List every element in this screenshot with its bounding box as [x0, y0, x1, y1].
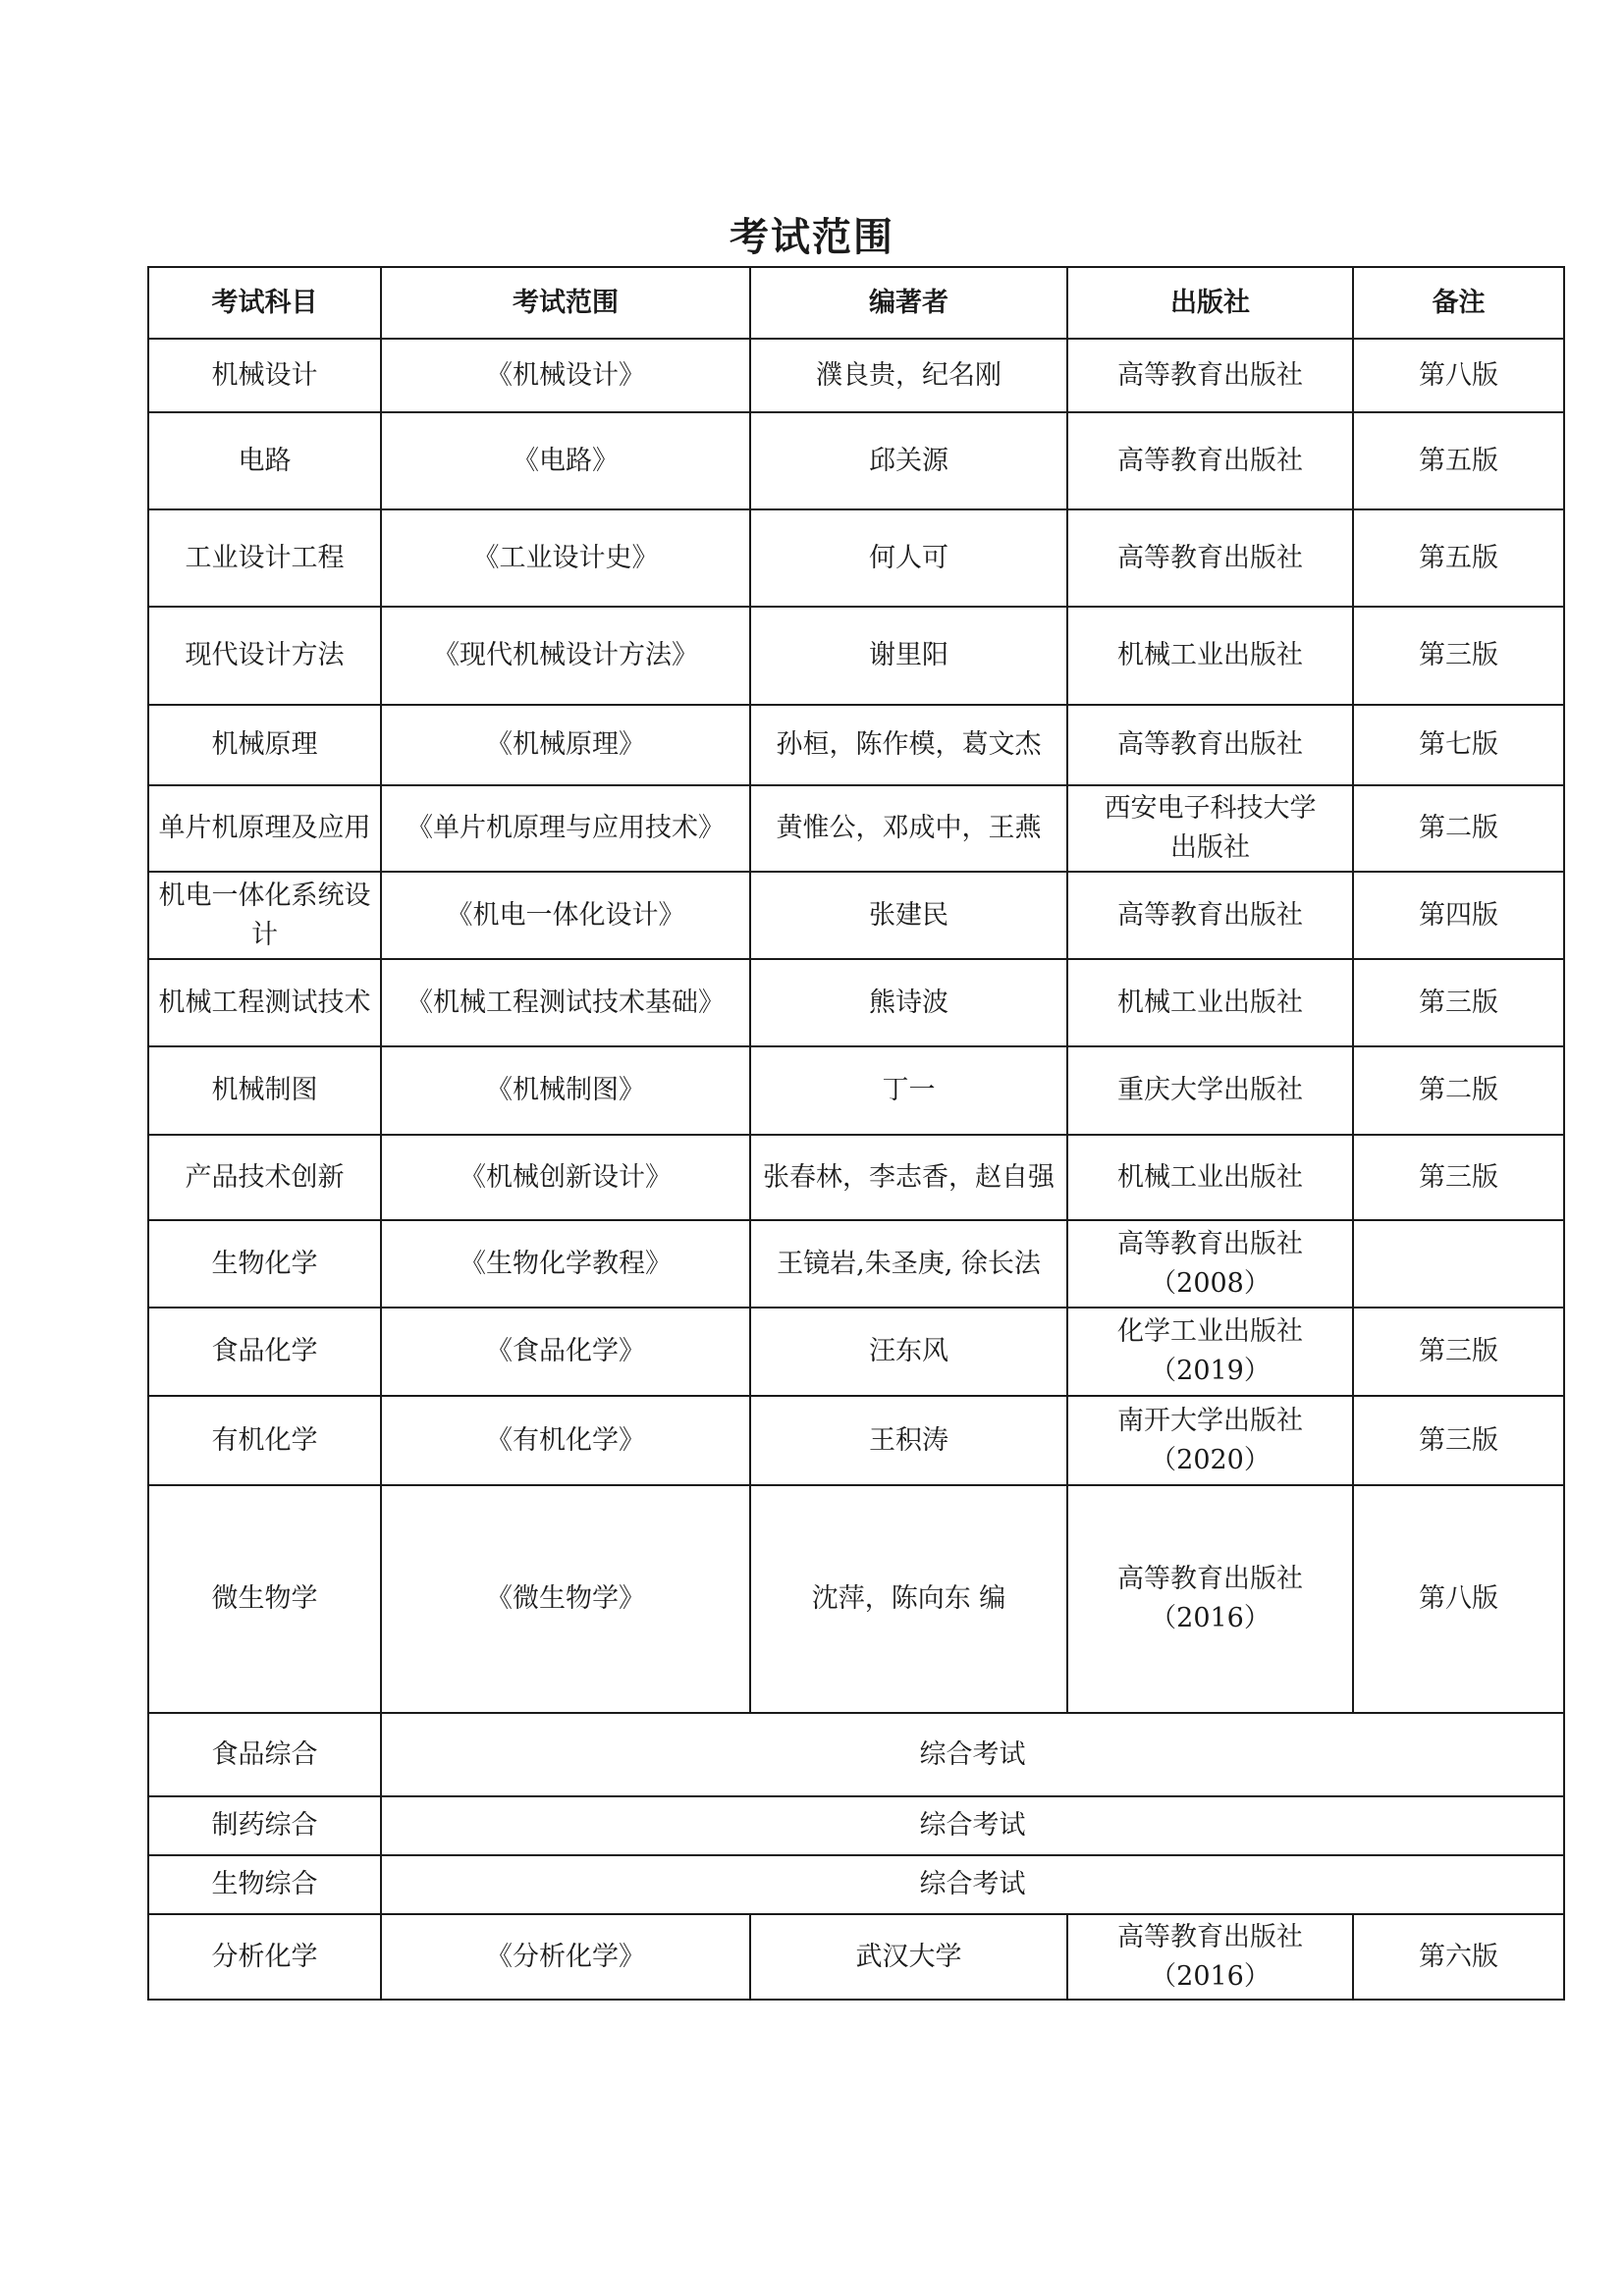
table-row [148, 1396, 1564, 1485]
publisher-cell [1067, 705, 1353, 785]
publisher-line: 重庆大学出版社 [1117, 1075, 1303, 1105]
author-cell: 何人可 [750, 509, 1067, 607]
publisher-cell [1067, 412, 1353, 509]
subject-cell: 现代设计方法 [148, 607, 381, 705]
subject-cell: 电路 [148, 412, 381, 509]
subject-cell: 微生物学 [148, 1485, 381, 1713]
note-cell: 第二版 [1353, 1046, 1564, 1135]
subject-cell: 机械原理 [148, 705, 381, 785]
subject-cell: 制药综合 [148, 1796, 381, 1855]
scope-cell: 《有机化学》 [381, 1396, 750, 1485]
scope-cell: 《机械原理》 [381, 705, 750, 785]
merged-content-cell: 综合考试 [381, 1796, 1564, 1855]
publisher-line: 高等教育出版社 [1117, 1228, 1303, 1259]
publisher-cell [1067, 1396, 1353, 1485]
table-row [148, 412, 1564, 509]
author-cell: 黄惟公，邓成中，王燕 [750, 785, 1067, 872]
note-cell: 第六版 [1353, 1914, 1564, 2000]
subject-cell: 食品化学 [148, 1308, 381, 1396]
table-row [148, 785, 1564, 872]
publisher-cell [1067, 1485, 1353, 1713]
subject-cell: 生物化学 [148, 1220, 381, 1308]
author-cell: 邱关源 [750, 412, 1067, 509]
subject-cell: 单片机原理及应用 [148, 785, 381, 872]
publisher-line: 西安电子科技大学 [1104, 793, 1317, 824]
scope-cell: 《微生物学》 [381, 1485, 750, 1713]
author-cell: 武汉大学 [750, 1914, 1067, 2000]
publisher-cell [1067, 1135, 1353, 1220]
note-cell: 第二版 [1353, 785, 1564, 872]
publisher-line: （2008） [1150, 1267, 1271, 1299]
subject-cell: 产品技术创新 [148, 1135, 381, 1220]
author-cell: 王镜岩,朱圣庚, 徐长法 [750, 1220, 1067, 1308]
scope-cell: 《机械工程测试技术基础》 [381, 959, 750, 1046]
publisher-line: （2020） [1150, 1444, 1271, 1475]
subject-cell: 有机化学 [148, 1396, 381, 1485]
publisher-cell [1067, 959, 1353, 1046]
note-cell: 第五版 [1353, 412, 1564, 509]
table-row [148, 959, 1564, 1046]
publisher-cell [1067, 1914, 1353, 2000]
publisher-cell [1067, 1220, 1353, 1308]
publisher-line: 出版社 [1170, 832, 1250, 863]
author-cell: 沈萍，陈向东 编 [750, 1485, 1067, 1713]
subject-cell: 机械制图 [148, 1046, 381, 1135]
subject-cell: 生物综合 [148, 1855, 381, 1914]
header-publisher: 出版社 [1067, 267, 1353, 339]
table-row [148, 1220, 1564, 1308]
table-row [148, 607, 1564, 705]
publisher-line: 高等教育出版社 [1117, 1921, 1303, 1952]
table-row [148, 872, 1564, 959]
author-cell: 孙桓，陈作模，葛文杰 [750, 705, 1067, 785]
author-cell: 张春林，李志香，赵自强 [750, 1135, 1067, 1220]
scope-cell: 《机械制图》 [381, 1046, 750, 1135]
scope-cell: 《生物化学教程》 [381, 1220, 750, 1308]
note-cell: 第三版 [1353, 607, 1564, 705]
table-row [148, 339, 1564, 412]
table-row [148, 705, 1564, 785]
note-cell: 第三版 [1353, 1396, 1564, 1485]
table-row [148, 1308, 1564, 1396]
scope-cell: 《机电一体化设计》 [381, 872, 750, 959]
note-cell: 第五版 [1353, 509, 1564, 607]
publisher-line: 高等教育出版社 [1117, 729, 1303, 760]
table-row [148, 1046, 1564, 1135]
subject-cell: 食品综合 [148, 1713, 381, 1796]
note-cell: 第八版 [1353, 1485, 1564, 1713]
publisher-line: 高等教育出版社 [1117, 359, 1303, 391]
exam-scope-table [147, 266, 1565, 2001]
note-cell: 第三版 [1353, 1135, 1564, 1220]
publisher-cell [1067, 509, 1353, 607]
author-cell: 汪东风 [750, 1308, 1067, 1396]
scope-cell: 《电路》 [381, 412, 750, 509]
merged-content-cell: 综合考试 [381, 1713, 1564, 1796]
note-cell: 第三版 [1353, 959, 1564, 1046]
scope-cell: 《机械创新设计》 [381, 1135, 750, 1220]
note-cell: 第三版 [1353, 1308, 1564, 1396]
header-author: 编著者 [750, 267, 1067, 339]
subject-cell: 机械工程测试技术 [148, 959, 381, 1046]
publisher-cell [1067, 785, 1353, 872]
note-cell: 第四版 [1353, 872, 1564, 959]
publisher-line: （2019） [1150, 1356, 1271, 1386]
publisher-cell [1067, 872, 1353, 959]
scope-cell: 《机械设计》 [381, 339, 750, 412]
scope-cell: 《单片机原理与应用技术》 [381, 785, 750, 872]
table-header-row [148, 267, 1564, 339]
header-note: 备注 [1353, 267, 1564, 339]
scope-cell: 《现代机械设计方法》 [381, 607, 750, 705]
author-cell: 丁一 [750, 1046, 1067, 1135]
page-title: 考试范围 [730, 215, 894, 260]
publisher-cell [1067, 339, 1353, 412]
subject-cell: 机械设计 [148, 339, 381, 412]
publisher-line: 化学工业出版社 [1117, 1316, 1303, 1347]
table-row [148, 1135, 1564, 1220]
publisher-cell [1067, 607, 1353, 705]
subject-cell: 分析化学 [148, 1914, 381, 2000]
publisher-line: 南开大学出版社 [1117, 1405, 1303, 1436]
table-row [148, 1485, 1564, 1713]
scope-cell: 《工业设计史》 [381, 509, 750, 607]
publisher-line: 高等教育出版社 [1117, 899, 1303, 931]
table-row [148, 1914, 1564, 2000]
publisher-line: 高等教育出版社 [1117, 445, 1303, 476]
subject-cell: 机电一体化系统设计 [148, 872, 381, 959]
publisher-line: 机械工业出版社 [1117, 987, 1303, 1018]
author-cell: 熊诗波 [750, 959, 1067, 1046]
scope-cell: 《食品化学》 [381, 1308, 750, 1396]
table-row-merged [148, 1713, 1564, 1796]
author-cell: 张建民 [750, 872, 1067, 959]
table-row-merged [148, 1796, 1564, 1855]
table-row-merged [148, 1855, 1564, 1914]
subject-cell: 工业设计工程 [148, 509, 381, 607]
publisher-cell [1067, 1308, 1353, 1396]
author-cell: 王积涛 [750, 1396, 1067, 1485]
header-scope: 考试范围 [381, 267, 750, 339]
author-cell: 濮良贵，纪名刚 [750, 339, 1067, 412]
note-cell [1353, 1220, 1564, 1308]
header-subject: 考试科目 [148, 267, 381, 339]
merged-content-cell: 综合考试 [381, 1855, 1564, 1914]
publisher-line: （2016） [1150, 1603, 1271, 1633]
publisher-line: 机械工业出版社 [1117, 640, 1303, 670]
publisher-line: 机械工业出版社 [1117, 1161, 1303, 1193]
publisher-cell [1067, 1046, 1353, 1135]
note-cell: 第八版 [1353, 339, 1564, 412]
publisher-line: （2016） [1150, 1960, 1271, 1992]
publisher-line: 高等教育出版社 [1117, 542, 1303, 573]
author-cell: 谢里阳 [750, 607, 1067, 705]
scope-cell: 《分析化学》 [381, 1914, 750, 2000]
publisher-line: 高等教育出版社 [1117, 1564, 1303, 1594]
table-row [148, 509, 1564, 607]
note-cell: 第七版 [1353, 705, 1564, 785]
